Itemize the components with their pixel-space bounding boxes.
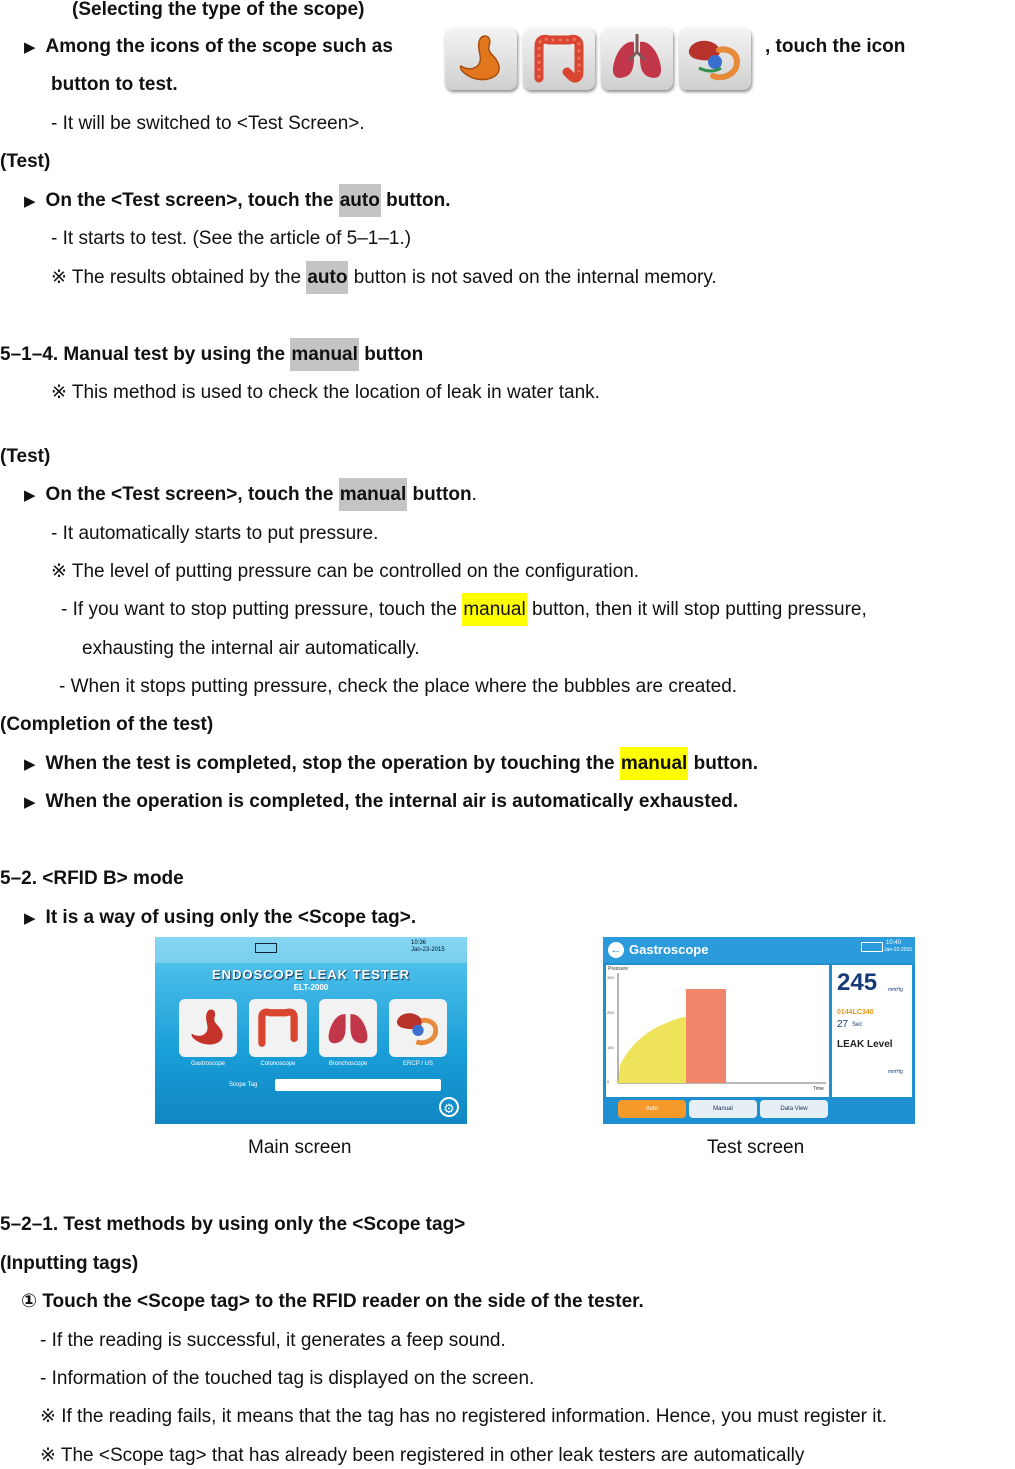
instruction-text-a: Among the icons of the scope such as [45,36,393,57]
ercp-icon [389,999,447,1057]
section-52-step: ▶ It is a way of using only the <Scope tag>. [24,907,417,928]
back-arrow-icon[interactable]: ← [608,942,624,958]
gastroscope-label: Gastroscope [190,1061,226,1067]
ercp-label: ERCP / US [403,1061,433,1067]
manual-button[interactable]: Manual [689,1100,757,1118]
completion-step2: ▶ When the operation is completed, the internal air is automatically exhausted. [24,791,739,812]
y-tick-label: 100 [607,1045,614,1050]
manual-highlight: manual [339,478,408,511]
test2-note3-cont: exhausting the internal air automatically. [82,638,420,659]
leak-unit: mmHg [888,1069,903,1075]
completion-heading: (Completion of the test) [0,714,214,735]
section-521-note4: ※ The <Scope tag> that has already been registered in other leak testers are automatically [40,1445,805,1466]
lungs-icon [319,999,377,1057]
gastroscope-button[interactable] [179,999,237,1057]
pressure-unit: mmHg [888,987,903,993]
stomach-icon [445,28,517,90]
arrow-bullet-icon: ▶ [24,487,36,504]
pressure-curve [606,965,829,1097]
main-status-time: 10:36 Jan-23-2015 [411,940,445,953]
battery-icon [861,942,883,952]
test2-note4: - When it stops putting pressure, check the place where the bubbles are created. [59,676,738,697]
scope-select-instruction [24,34,393,61]
colonoscope-button[interactable] [249,999,307,1057]
test2-note3: - If you want to stop putting pressure, touch the manual button, then it will stop putting pressure, [61,597,867,623]
auto-button[interactable]: Auto [618,1100,686,1118]
scope-tag-label: Scope Tag [229,1082,258,1088]
colonoscope-label: Colonoscope [260,1061,296,1067]
arrow-bullet-icon: ▶ [24,910,36,927]
test2-step: ▶ On the <Test screen>, touch the manual button. [24,482,477,509]
auto-highlight: auto [306,261,348,294]
colon-icon [523,28,595,90]
section-521-note2: - Information of the touched tag is displayed on the screen. [40,1368,535,1389]
test-status-date: Jan-23-2015 [884,947,913,953]
test1-heading: (Test) [0,151,51,172]
pressure-graph [606,965,829,1097]
completion-step1: ▶ When the test is completed, stop the operation by touching the manual button. [24,751,758,778]
bronchoscope-label: Bronchoscope [328,1061,368,1067]
y-tick-label: 0 [607,1079,610,1084]
arrow-bullet-icon: ▶ [24,756,36,773]
colon-icon [249,999,307,1057]
main-screen-subtitle: ELT-2000 [293,983,329,992]
manual-highlight: manual [462,593,526,626]
gear-icon[interactable]: ⚙ [439,1097,459,1117]
section-52-title: 5–2. <RFID B> mode [0,868,184,889]
section-521-note3: ※ If the reading fails, it means that the tag has no registered information. Hence, you must register it. [40,1406,888,1427]
leak-level-label: LEAK Level [837,1039,893,1050]
instruction-text-b: , touch the icon [765,36,906,57]
scope-select-heading: (Selecting the type of the scope) [72,0,365,20]
main-screen-caption: Main screen [248,1137,352,1158]
time-axis-label: Time [813,1086,824,1092]
battery-icon [255,943,277,953]
data-view-button[interactable]: Data View [760,1100,828,1118]
test1-step: ▶ On the <Test screen>, touch the auto button. [24,188,450,215]
pressure-value: 245 [837,969,878,996]
manual-highlight: manual [620,747,689,780]
section-514-note: ※ This method is used to check the location of leak in water tank. [51,382,600,403]
manual-highlight: manual [290,338,359,371]
pressure-axis-label: Pressure [608,966,629,972]
scope-tag-input[interactable] [275,1079,441,1091]
section-521-heading: (Inputting tags) [0,1253,139,1274]
test-status-time: 10:40 [886,940,902,946]
test-screen-image [603,937,915,1124]
stomach-icon [179,999,237,1057]
test2-note2: ※ The level of putting pressure can be controlled on the configuration. [51,561,640,582]
test-screen-caption: Test screen [707,1137,805,1158]
auto-highlight: auto [339,184,381,217]
y-tick-label: 300 [607,975,614,980]
seconds-unit: Sec [852,1022,863,1028]
section-521-note1: - If the reading is successful, it generates a feep sound. [40,1330,506,1351]
test1-note1: - It starts to test. (See the article of 5–1–1.) [51,228,412,249]
lungs-icon [601,28,673,90]
bronchoscope-button[interactable] [319,999,377,1057]
scope-select-note: - It will be switched to <Test Screen>. [51,113,365,134]
test-screen-title: Gastroscope [629,942,709,957]
test1-note2: ※ The results obtained by the auto button is not saved on the internal memory. [51,265,717,291]
section-521-title: 5–2–1. Test methods by using only the <Scope tag> [0,1214,466,1235]
info-panel [832,965,912,1097]
main-screen-title: ENDOSCOPE LEAK TESTER [212,967,410,982]
arrow-bullet-icon: ▶ [24,193,36,210]
y-tick-label: 200 [607,1010,614,1015]
arrow-bullet-icon: ▶ [24,39,36,56]
section-521-step1: ① Touch the <Scope tag> to the RFID reader on the side of the tester. [21,1291,644,1312]
seconds-value: 27 [837,1019,849,1030]
instruction-text-c: button to test. [51,74,178,95]
test2-note1: - It automatically starts to put pressure. [51,523,379,544]
ercp-icon [679,28,751,90]
main-screen-image [155,937,467,1124]
tag-id: 0144LC340 [837,1009,874,1016]
arrow-bullet-icon: ▶ [24,794,36,811]
test2-heading: (Test) [0,446,51,467]
ercp-button[interactable] [389,999,447,1057]
section-514-title: 5–1–4. Manual test by using the manual button [0,342,423,368]
